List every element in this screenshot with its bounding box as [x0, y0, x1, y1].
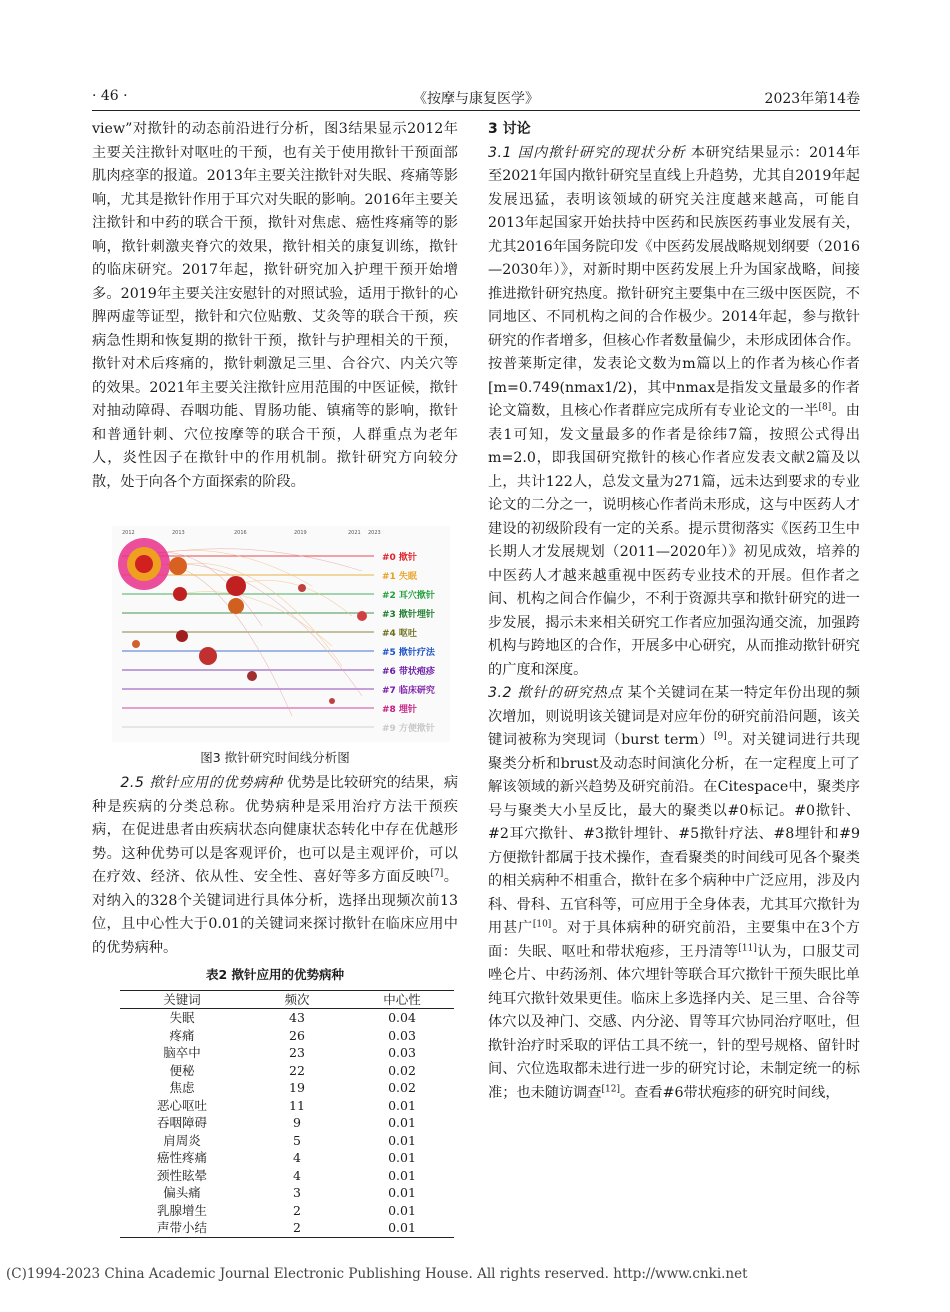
table-row — [120, 1202, 454, 1220]
table-row — [120, 1184, 454, 1202]
section-3-2-body-5: 。查看#6带状疱疹的研究时间线， — [620, 1084, 840, 1101]
cluster-label: #9 方便揿针 — [382, 724, 435, 734]
section-3-2-body: 某个关键词在某一特定年份出现的频次增加，则说明该关键词是对应年份的研究前沿问题，该关键词被称为突现词（burst term） — [488, 685, 860, 748]
cluster-label: #3 揿针埋针 — [382, 610, 435, 620]
table-row — [120, 1149, 454, 1167]
table-row — [120, 1027, 454, 1045]
section-3-1-body: 本研究结果显示：2014年至2021年国内揿针研究呈直线上升趋势，尤其自2019年起发展迅猛，表明该领域的研究关注度越来越高，可能自2013年起国家开始扶持中医药和民族医药事业发展有关，尤其2016年国务院印发《中医药发展战略规划纲要（2016—2030年）》，对新时期中医药发展上升为国家战略，间接推进揿针研究热度。揿针研究主要集中在三级中医医院，不同地区、不同机构之间的合作极少。2014年起，参与揿针研究的作者增多，但核心作者数量偏少，未形成团体合作。按普莱斯定律，发表论文数为m篇以上的作者为核心作者[m=0.749(nmax1/2)，其中nmax是指发文量最多的作者论文篇数，且核心作者群应完成所有专业论文的一半 — [488, 144, 861, 419]
left-column-text — [92, 118, 458, 494]
cell-centrality: 0.04 — [388, 1010, 416, 1025]
cell-frequency: 23 — [289, 1045, 305, 1060]
link-arc — [172, 592, 332, 646]
section-2-5 — [92, 772, 458, 960]
cell-frequency: 19 — [289, 1080, 305, 1095]
cell-frequency: 5 — [293, 1132, 301, 1148]
cell-keyword: 脑卒中 — [163, 1045, 201, 1060]
figure-caption: 图3 揿针研究时间线分析图 — [200, 750, 350, 765]
cell-frequency: 2 — [244, 1219, 350, 1237]
cell-keyword: 吞咽障碍 — [156, 1115, 207, 1130]
issue-info: 2023年第14卷 — [764, 91, 860, 107]
node — [357, 611, 367, 621]
cell-centrality: 0.02 — [388, 1062, 416, 1078]
cell-keyword: 肩周炎 — [163, 1132, 201, 1148]
cluster-labels — [382, 551, 436, 734]
cell-keyword: 焦虑 — [169, 1080, 195, 1095]
page-header — [92, 84, 860, 108]
section-3-1-body-2: 。由表1可知，发文量最多的作者是徐纬7篇，按照公式得出m=2.0，即我国研究揿针的核心作者应发表文献2篇及以上，共计122人，总发文量为271篇，远未达到要求的专业论文的二分之一，说明核心作者尚未形成，这与中医药人才建设的初级阶段有一定的关系。提示贯彻落实《医药卫生中长期人才发展规划（2011—2020年）》初见成效，培养的中医药人才越来越重视中医药专业技术的开展。但作者之间、机构之间合作偏少，不利于资源共享和揿针研究的进一步发展，揭示未来相关研究工作者应加强沟通交流，加强跨机构与跨地区的合作，开展多中心研究，从而推动揿针研究的广度和深度。 — [488, 403, 860, 678]
page-number: · 46 · — [92, 88, 128, 104]
node — [132, 640, 140, 648]
advantage-disease-table — [120, 990, 454, 1238]
table-row — [120, 1167, 454, 1185]
cell-frequency: 26 — [289, 1027, 305, 1043]
col-centrality: 中心性 — [350, 991, 454, 1009]
cell-keyword: 恶心呕吐 — [156, 1097, 207, 1113]
year-tick-label: 2016 — [234, 530, 247, 536]
node — [228, 598, 244, 614]
cluster-label: #8 埋针 — [382, 705, 417, 715]
table-row — [120, 1079, 454, 1097]
cell-frequency: 43 — [289, 1010, 305, 1025]
cell-centrality: 0.01 — [388, 1150, 416, 1165]
cell-centrality: 0.01 — [388, 1097, 416, 1113]
section-3-2-body-3: 。对于具体病种的研究前沿，主要集中在3个方面：失眠、呕吐和带状疱疹，王丹清等 — [488, 920, 860, 960]
cell-frequency: 4 — [293, 1150, 301, 1165]
table-row — [120, 1219, 454, 1237]
section-3-2-body-2: 。对关键词进行共现聚类分析和brust及动态时间演化分析，在一定程度上可了解该领域的新兴趋势及研究前沿。在Citespace中，聚类序号与聚类大小呈反比，最大的聚类以#0标记。#0揿针、#2耳穴揿针、#3揿针埋针、#5揿针疗法、#8埋针和#9方便揿针都属于技术操作，查看聚类的时间线可见各个聚类的相关病种不相重合，揿针在多个病种中广泛应用，涉及内科、骨科、五官科等，可应用于全身体表，尤其耳穴揿针为用甚广 — [488, 732, 860, 936]
cell-keyword: 便秘 — [169, 1062, 195, 1078]
journal-title: 《按摩与康复医学》 — [413, 91, 539, 107]
section-3-title: 3 讨论 — [488, 121, 531, 137]
node — [176, 630, 188, 642]
node — [199, 647, 217, 665]
cell-centrality: 0.01 — [388, 1115, 416, 1130]
year-tick-label: 2012 — [122, 530, 135, 536]
cell-centrality: 0.01 — [388, 1167, 416, 1183]
cell-keyword: 癌性疼痛 — [156, 1150, 207, 1165]
right-column-text — [488, 118, 860, 1105]
node — [329, 698, 335, 704]
paragraph-timeline-analysis: view”对揿针的动态前沿进行分析，图3结果显示2012年主要关注揿针对呕吐的干预，也有关于使用揿针干预面部肌肉痉挛的报道。2013年主要关注揿针对失眠、疼痛等影响，尤其是揿针作用于耳穴对失眠的影响。2016年主要关注揿针和中药的联合干预，揿针对焦虑、癌性疼痛等的影响，揿针刺激夹脊穴的效果，揿针相关的康复训练，揿针的临床研究。2017年起，揿针研究加入护理干预开始增多。2019年主要关注安慰针的对照试验，适用于揿针的心脾两虚等证型，揿针和穴位贴敷、艾灸等的联合干预，疾病急性期和恢复期的揿针干预，揿针与护理相关的干预，揿针对术后疼痛的，揿针刺激足三里、合谷穴、内关穴等的效果。2021年主要关注揿针应用范围的中医证候，揿针对抽动障碍、吞咽功能、胃肠功能、镇痛等的影响，揿针和普通针刺、穴位按摩等的联合干预，人群重点为老年人，炎性因子在揿针中的作用机制。揿针研究方向较分散，处于向各个方面探索的阶段。 — [92, 121, 458, 490]
cluster-label: #0 揿针 — [382, 553, 417, 563]
cell-frequency: 22 — [289, 1062, 305, 1078]
cell-keyword: 偏头痛 — [163, 1185, 201, 1200]
cell-frequency: 2 — [293, 1202, 301, 1218]
cell-keyword: 疼痛 — [169, 1027, 195, 1043]
section-2-5-body: 优势是比较研究的结果，病种是疾病的分类总称。优势病种是采用治疗方法干预疾病，在促进患者由疾病状态向健康状态转化中存在优越形势。这种优势可以是客观评价，也可以是主观评价，可以在疗效、经济、依从性、安全性、喜好等多方面反映 — [92, 775, 459, 885]
section-3-2-body-4: 认为，口服艾司唑仑片、中药汤剂、体穴埋针等联合耳穴揿针干预失眠比单纯耳穴揿针效果更佳。临床上多选择内关、足三里、合谷等体穴以及神门、交感、内分泌、胃等耳穴协同治疗呕吐，但揿针治疗时采取的评估工具不统一，针的型号规格、留针时间、穴位选取都未进行进一步的研究讨论，未制定统一的标准；也未随访调查 — [488, 943, 860, 1101]
cluster-label: #2 耳穴揿针 — [382, 591, 435, 601]
link-arc — [142, 564, 292, 716]
copyright-footer: (C)1994-2023 China Academic Journal Electronic Publishing House. All rights reserved. http://www.cnki.net — [6, 1266, 748, 1282]
node — [173, 587, 187, 601]
table-row — [120, 1097, 454, 1115]
link-arc — [152, 564, 362, 696]
cell-frequency: 9 — [293, 1115, 301, 1130]
cell-centrality: 0.02 — [388, 1080, 416, 1095]
cell-keyword: 乳腺增生 — [156, 1202, 207, 1218]
ref-11: [11] — [738, 942, 757, 953]
keyword-nodes — [118, 538, 367, 704]
col-frequency: 频次 — [244, 991, 350, 1009]
node — [169, 557, 187, 575]
table-caption: 表2 揿针应用的优势病种 — [205, 967, 345, 982]
year-tick-label: 2021 — [348, 530, 361, 536]
ref-12: [12] — [601, 1083, 620, 1094]
node — [226, 576, 246, 596]
node — [298, 584, 306, 592]
section-3-1-title: 3.1 国内揿针研究的现状分析 — [488, 144, 686, 161]
cell-centrality: 0.01 — [350, 1219, 454, 1237]
ref-9: [9] — [714, 731, 727, 742]
cluster-label: #4 呕吐 — [382, 629, 417, 639]
section-3-2-title: 3.2 揿针的研究热点 — [488, 685, 623, 701]
ref-10: [10] — [532, 919, 552, 930]
section-2-5-body-2: 。对纳入的328个关键词进行具体分析，选择出现频次前13位，且中心性大于0.01的关键词来探讨揿针在临床应用中的优势病种。 — [92, 869, 458, 956]
timeline-figure — [112, 526, 450, 742]
cell-centrality: 0.01 — [388, 1202, 416, 1218]
cluster-label: #7 临床研究 — [382, 686, 435, 696]
table-row — [120, 1044, 454, 1062]
year-tick-label: 2013 — [172, 530, 185, 536]
cell-centrality: 0.01 — [388, 1185, 416, 1200]
cluster-label: #5 揿针疗法 — [382, 648, 435, 658]
node-core — [135, 555, 153, 573]
cell-centrality: 0.01 — [388, 1132, 416, 1148]
timeline-chart — [112, 526, 450, 742]
table-row — [120, 1062, 454, 1080]
cell-centrality: 0.03 — [388, 1027, 416, 1043]
cell-frequency: 4 — [293, 1167, 301, 1183]
table-row — [120, 1009, 454, 1027]
section-2-5-title: 2.5 揿针应用的优势病种 — [120, 775, 283, 791]
cluster-label: #6 带状疱疹 — [382, 667, 435, 677]
table-header-row — [120, 991, 454, 1009]
table-row — [120, 1132, 454, 1150]
cell-keyword: 失眠 — [169, 1010, 195, 1025]
cluster-label: #1 失眠 — [382, 572, 417, 582]
header-rule — [92, 110, 860, 111]
node — [247, 671, 257, 681]
year-tick-label: 2023 — [368, 530, 381, 536]
cell-frequency: 3 — [293, 1185, 301, 1200]
ref-7: [7] — [430, 868, 444, 879]
year-axis — [122, 530, 381, 536]
year-tick-label: 2019 — [294, 530, 307, 536]
col-keyword: 关键词 — [120, 991, 244, 1009]
cell-centrality: 0.03 — [388, 1045, 416, 1060]
cell-frequency: 11 — [289, 1097, 305, 1113]
cell-keyword: 颈性眩晕 — [156, 1167, 207, 1183]
table-row — [120, 1114, 454, 1132]
ref-8: [8] — [818, 402, 832, 413]
cell-keyword: 声带小结 — [120, 1219, 244, 1237]
